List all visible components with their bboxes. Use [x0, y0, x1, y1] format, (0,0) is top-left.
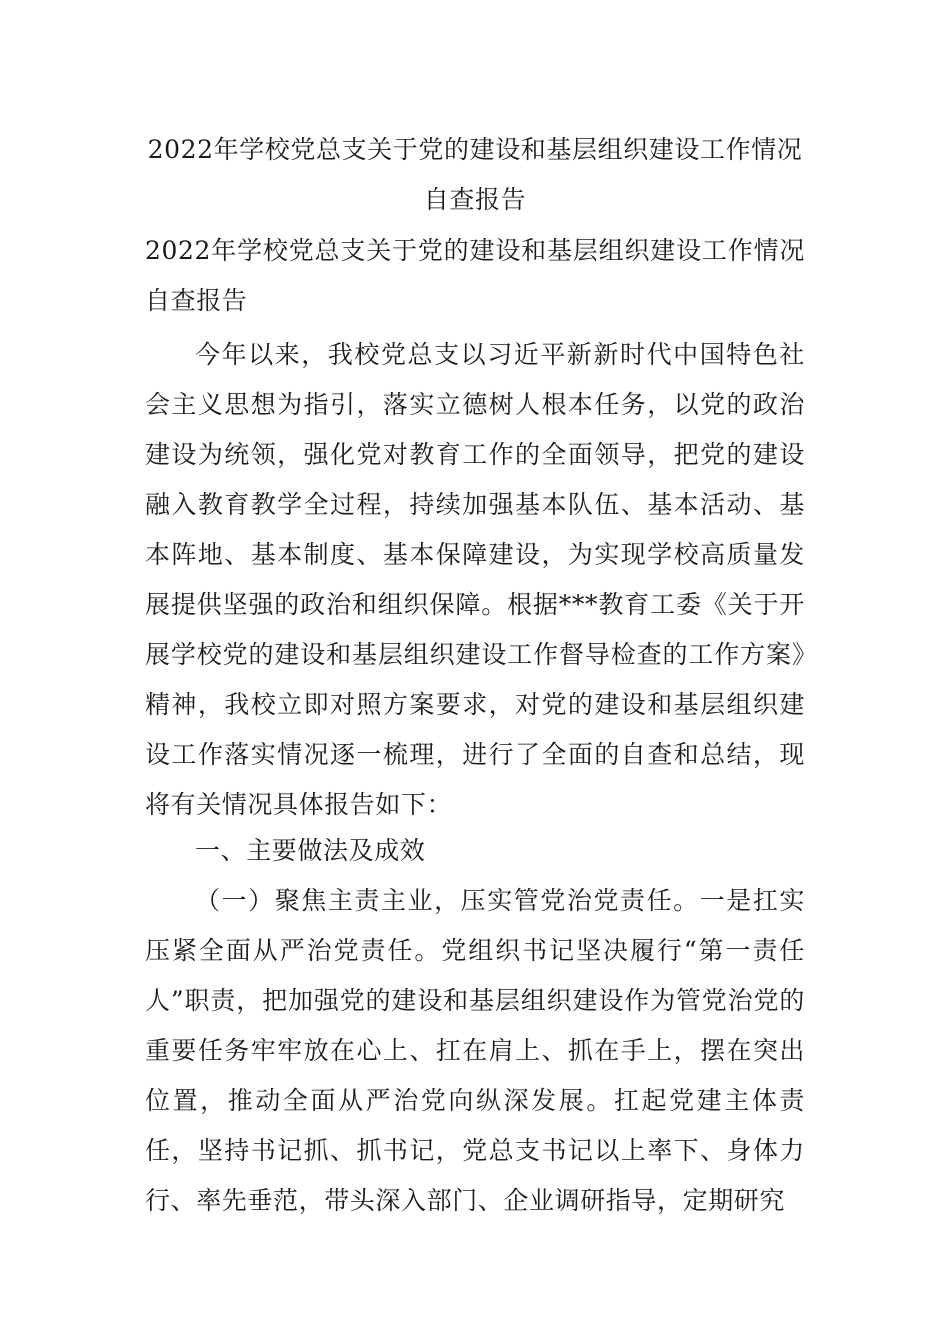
section-paragraph: （一）聚焦主责主业，压实管党治党责任。一是扛实压紧全面从严治党责任。党组织书记坚决履行“第一责任人”职责，把加强党的建设和基层组织建设作为管党治党的重要任务牢牢放在心上、扛在肩上、抓在手上，摆在突出位置，推动全面从严治党向纵深发展。扛起党建主体责任，坚持书记抓、抓书记，党总支书记以上率下、身体力行、率先垂范，带头深入部门、企业调研指导，定期研究 [145, 886, 805, 1215]
document-subtitle: 2022年学校党总支关于党的建设和基层组织建设工作情况自查报告 [145, 236, 805, 315]
title-line-1: 2022年学校党总支关于党的建设和基层组织建设工作情况 [147, 135, 803, 164]
intro-paragraph: 今年以来，我校党总支以习近平新新时代中国特色社会主义思想为指引，落实立德树人根本任务，以党的政治建设为统领，强化党对教育工作的全面领导，把党的建设融入教育教学全过程，持续加强基本队伍、基本活动、基本阵地、基本制度、基本保障建设，为实现学校高质量发展提供坚强的政治和组织保障。根据***教育工委《关于开展学校党的建设和基层组织建设工作督导检查的工作方案》精神，我校立即对照方案要求，对党的建设和基层组织建设工作落实情况逐一梳理，进行了全面的自查和总结，现将有关情况具体报告如下： [145, 340, 805, 819]
document-title [145, 125, 805, 225]
section-heading: 一、主要做法及成效 [195, 836, 426, 865]
title-line-2: 自查报告 [423, 185, 527, 214]
